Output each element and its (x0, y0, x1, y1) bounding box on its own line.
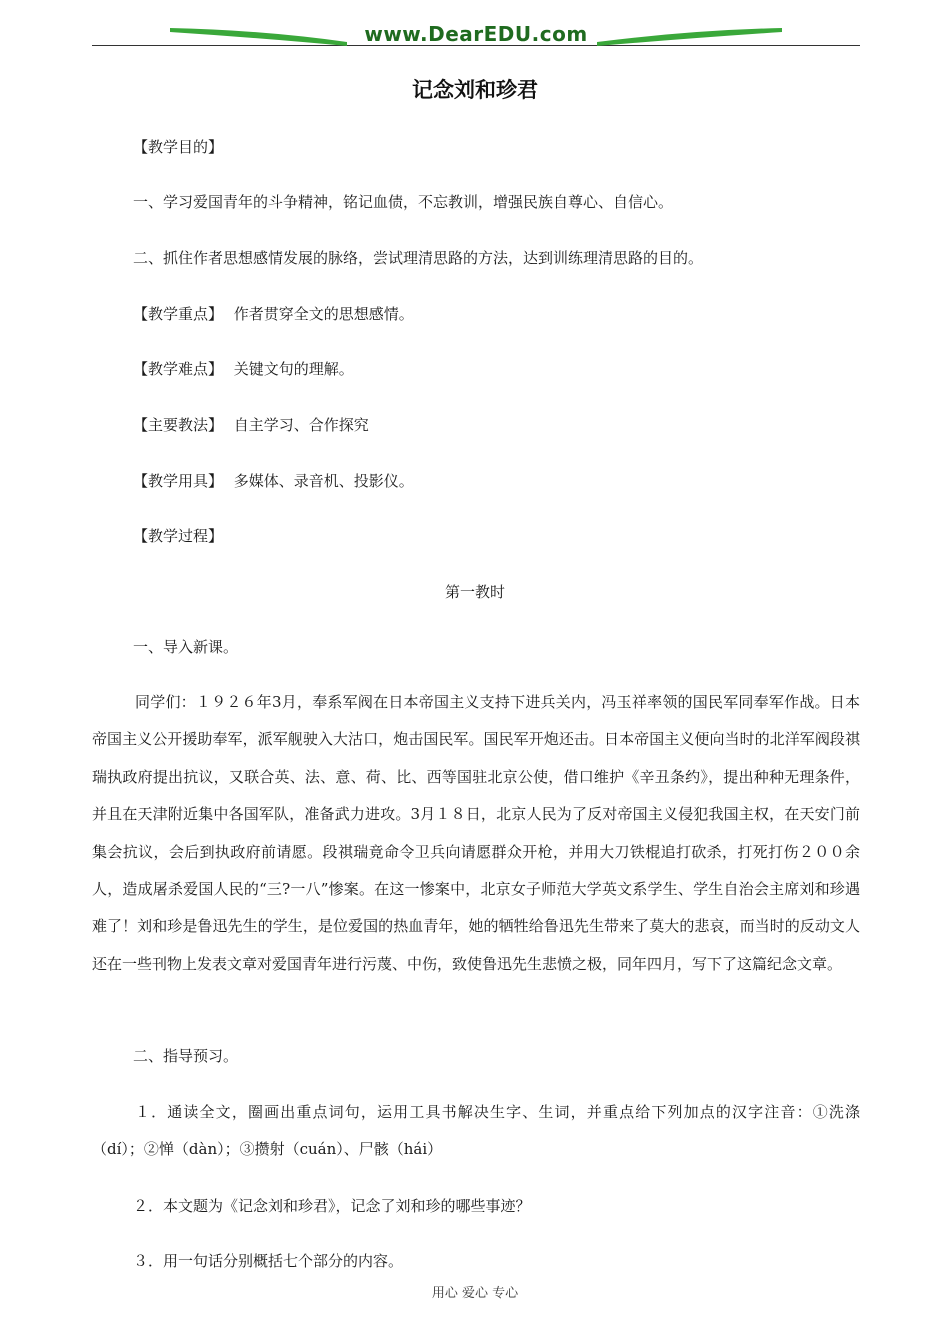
focus-item (133, 304, 414, 324)
section-intro-heading: 一、导入新课。 (133, 638, 239, 656)
preview-item-2: ２．本文题为《记念刘和珍君》，记念了刘和珍的哪些事迹？ (133, 1197, 531, 1215)
tools-label: 【教学用具】 (133, 472, 224, 490)
method-text: 自主学习、合作探究 (233, 416, 369, 434)
section-preview-heading: 二、指导预习。 (133, 1047, 239, 1065)
lesson-heading: 第一教时 (444, 583, 505, 601)
intro-paragraph (92, 684, 860, 983)
tools-item (133, 471, 414, 491)
tools-text: 多媒体、录音机、投影仪。 (233, 472, 414, 490)
objective-heading: 【教学目的】 (133, 138, 224, 156)
method-item (133, 415, 369, 435)
difficulty-text: 关键文句的理解。 (233, 360, 354, 378)
method-label: 【主要教法】 (133, 416, 224, 434)
objective-2: 二、抓住作者思想感情发展的脉络，尝试理清思路的方法，达到训练理清思路的目的。 (133, 249, 704, 267)
page-header (92, 20, 860, 50)
page-footer: 用心 爱心 专心 (431, 1286, 519, 1301)
difficulty-label: 【教学难点】 (133, 360, 224, 378)
process-heading: 【教学过程】 (133, 527, 224, 545)
intro-text: 同学们：１９２６年3月，奉系军阀在日本帝国主义支持下进兵关内，冯玉祥率领的国民军同奉军作战。日本帝国主义公开援助奉军，派军舰驶入大沽口，炮击国民军。国民军开炮还击。日本帝国主义便向当时的北洋军阀段祺瑞执政府提出抗议，又联合英、法、意、荷、比、西等国驻北京公使，借口维护《辛丑条约》，提出种种无理条件，并且在天津附近集中各国军队，准备武力进攻。3月１８日，北京人民为了反对帝国主义侵犯我国主权，在天安门前集会抗议，会后到执政府前请愿。段祺瑞竟命令卫兵向请愿群众开枪，并用大刀铁棍追打砍杀，打死打伤２００余人，造成屠杀爱国人民的“三?一八”惨案。在这一惨案中，北京女子师范大学英文系学生、学生自治会主席刘和珍遇难了！刘和珍是鲁迅先生的学生，是位爱国的热血青年，她的牺牲给鲁迅先生带来了莫大的悲哀，而当时的反动文人还在一些刊物上发表文章对爱国青年进行污蔑、中伤，致使鲁迅先生悲愤之极，同年四月，写下了这篇纪念文章。 (92, 693, 860, 973)
focus-label: 【教学重点】 (133, 305, 224, 323)
difficulty-item (133, 359, 354, 379)
page-title: 记念刘和珍君 (412, 78, 538, 102)
site-logo[interactable]: www.DearEDU.com (364, 22, 588, 46)
preview-item-3: ３．用一句话分别概括七个部分的内容。 (133, 1252, 404, 1270)
objective-1: 一、学习爱国青年的斗争精神，铭记血债，不忘教训，增强民族自尊心、自信心。 (133, 193, 674, 211)
focus-text: 作者贯穿全文的思想感情。 (233, 305, 414, 323)
preview-text-1: １．通读全文，圈画出重点词句，运用工具书解决生字、生词，并重点给下列加点的汉字注音：①洗涤（dí）；②惮（dàn）；③攒射（cuán）、尸骸（hái） (92, 1103, 860, 1159)
preview-item-1 (92, 1094, 860, 1169)
